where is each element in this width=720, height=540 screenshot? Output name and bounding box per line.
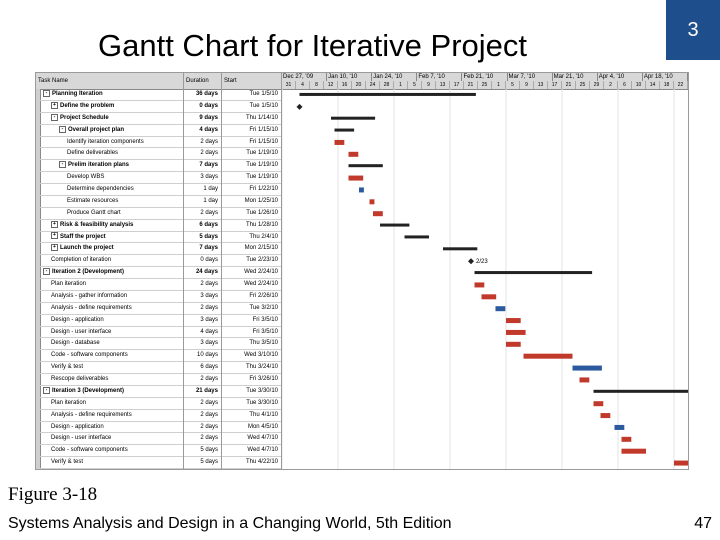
task-duration[interactable]: 3 days: [200, 340, 218, 347]
task-bar: [496, 306, 506, 311]
task-bar: [594, 401, 604, 406]
gantt-bars: [282, 89, 688, 469]
timescale-day: 16: [338, 81, 352, 89]
task-duration[interactable]: 2 days: [200, 376, 218, 382]
task-name-text: Verify & test: [51, 459, 84, 466]
task-grid: [36, 73, 282, 469]
task-row[interactable]: [36, 137, 282, 149]
task-bar: [506, 318, 521, 323]
task-row[interactable]: [36, 160, 282, 172]
task-name-text: Plan iteration: [51, 281, 87, 287]
milestone-marker: [468, 258, 474, 264]
task-duration[interactable]: 2 days: [200, 411, 218, 418]
task-row[interactable]: [36, 410, 282, 422]
timescale-day: 21: [562, 81, 576, 89]
column-divider: [221, 73, 222, 469]
timescale-day: 5: [506, 81, 520, 89]
task-name-text: Prelim iteration plans: [68, 162, 130, 169]
task-start[interactable]: Wed 3/10/10: [244, 352, 278, 359]
task-start[interactable]: Tue 1/19/10: [246, 150, 278, 157]
task-name-text: Rescope deliverables: [51, 376, 109, 382]
task-row[interactable]: [36, 148, 282, 160]
task-start[interactable]: Fri 1/15/10: [249, 138, 278, 145]
summary-bar: [443, 247, 477, 250]
task-duration[interactable]: 2 days: [200, 138, 218, 145]
task-bar: [335, 140, 345, 145]
task-duration[interactable]: 2 days: [200, 435, 218, 442]
task-start[interactable]: Thu 4/1/10: [249, 411, 278, 418]
task-start[interactable]: Tue 1/19/10: [246, 174, 278, 181]
task-start[interactable]: Wed 2/24/10: [244, 269, 278, 276]
milestone-marker: [297, 104, 303, 110]
task-name-text: Design - application: [51, 316, 104, 323]
task-name-text: Launch the project: [60, 245, 114, 252]
task-bar: [370, 199, 375, 204]
task-duration[interactable]: 7 days: [199, 245, 218, 252]
task-start[interactable]: Fri 1/22/10: [249, 186, 278, 192]
task-name[interactable]: [41, 422, 193, 432]
task-name[interactable]: [41, 113, 193, 123]
task-bar: [580, 377, 590, 382]
task-name-text: Staff the project: [60, 233, 106, 240]
timescale-day: 18: [660, 81, 674, 89]
task-duration[interactable]: 3 days: [200, 174, 218, 181]
task-duration[interactable]: 21 days: [195, 387, 218, 394]
timescale-day: 14: [646, 81, 660, 89]
task-bar: [482, 294, 497, 299]
task-duration[interactable]: 5 days: [200, 447, 218, 454]
task-row[interactable]: [36, 374, 282, 386]
collapse-icon[interactable]: -: [43, 90, 50, 97]
task-name-text: Define the problem: [60, 102, 115, 109]
timescale-day: 13: [436, 81, 450, 89]
task-duration[interactable]: 4 days: [200, 328, 218, 335]
task-row[interactable]: [36, 433, 282, 445]
task-row[interactable]: [36, 267, 282, 279]
expand-icon[interactable]: +: [51, 221, 58, 228]
task-start[interactable]: Thu 1/14/10: [245, 114, 278, 121]
timescale-day: 8: [310, 81, 324, 89]
task-row[interactable]: [36, 422, 282, 434]
timescale-week: Apr 18, '10: [643, 73, 688, 81]
task-row[interactable]: [36, 184, 282, 196]
task-name-text: Design - database: [51, 340, 100, 347]
task-bar: [622, 437, 632, 442]
task-name-text: Define deliverables: [67, 150, 119, 157]
task-name-text: Iteration 2 (Development): [52, 269, 125, 276]
task-bar: [506, 330, 526, 335]
task-row[interactable]: [36, 327, 282, 339]
timescale-day: 2: [604, 81, 618, 89]
task-name-text: Planning Iteration: [52, 91, 103, 97]
timescale-week: Mar 7, '10: [508, 73, 553, 81]
task-name[interactable]: [41, 232, 193, 242]
task-row[interactable]: [36, 362, 282, 374]
task-row[interactable]: [36, 255, 282, 267]
task-duration[interactable]: 0 days: [199, 102, 218, 109]
task-duration[interactable]: 3 days: [200, 316, 218, 323]
task-name-text: Code - software components: [51, 352, 128, 359]
task-duration[interactable]: 0 days: [200, 257, 218, 264]
task-name[interactable]: [41, 350, 193, 360]
task-start[interactable]: Fri 2/26/10: [249, 292, 278, 299]
task-row[interactable]: [36, 125, 282, 137]
task-name-text: Design - user interface: [51, 328, 112, 335]
slide-title: Gantt Chart for Iterative Project: [98, 28, 528, 63]
task-start[interactable]: Tue 3/2/10: [249, 304, 278, 311]
task-row[interactable]: [36, 291, 282, 303]
timescale-day: 21: [464, 81, 478, 89]
task-name-text: Completion of iteration: [51, 257, 112, 264]
summary-bar: [300, 93, 476, 96]
timescale-day: 25: [478, 81, 492, 89]
task-row[interactable]: [36, 338, 282, 350]
collapse-icon[interactable]: -: [59, 126, 66, 133]
timescale-week: Dec 27, '09: [282, 73, 327, 81]
task-duration[interactable]: 24 days: [195, 269, 218, 276]
task-duration[interactable]: 36 days: [195, 91, 218, 97]
timescale-day: 1: [492, 81, 506, 89]
timescale-day: 20: [352, 81, 366, 89]
task-name-text: Code - software components: [51, 447, 128, 454]
task-bar: [674, 461, 688, 466]
collapse-icon[interactable]: -: [59, 161, 66, 168]
task-row[interactable]: [36, 196, 282, 208]
task-duration[interactable]: 2 days: [200, 399, 218, 406]
task-duration[interactable]: 1 day: [203, 197, 218, 204]
task-bar: [622, 449, 647, 454]
task-name[interactable]: [41, 433, 193, 443]
timescale-week: Apr 4, '10: [598, 73, 643, 81]
task-duration[interactable]: 1 day: [203, 186, 218, 192]
task-bar: [475, 282, 485, 287]
column-divider: [183, 73, 184, 469]
expand-icon[interactable]: +: [51, 232, 58, 239]
gantt-chart-view: [35, 72, 689, 470]
task-start[interactable]: Thu 2/4/10: [249, 233, 278, 240]
task-row[interactable]: [36, 445, 282, 457]
task-start[interactable]: Mon 4/5/10: [247, 423, 278, 430]
task-start[interactable]: Mon 1/25/10: [244, 197, 278, 204]
task-start[interactable]: Thu 3/5/10: [249, 340, 278, 347]
milestone-label: 2/23: [476, 259, 488, 266]
task-row[interactable]: [36, 172, 282, 184]
task-bar: [349, 176, 364, 181]
timescale-day: 1: [394, 81, 408, 89]
task-start[interactable]: Tue 2/23/10: [246, 257, 278, 264]
grid-header: [36, 73, 282, 90]
task-name[interactable]: [41, 243, 193, 253]
task-name[interactable]: [41, 89, 185, 99]
task-bar: [373, 211, 383, 216]
task-duration[interactable]: 3 days: [200, 292, 218, 299]
task-start[interactable]: Tue 3/30/10: [246, 387, 278, 394]
task-duration[interactable]: 9 days: [199, 114, 218, 121]
collapse-icon[interactable]: -: [51, 114, 58, 121]
task-name-text: Determine dependencies: [67, 186, 134, 192]
task-name[interactable]: [41, 315, 193, 325]
task-duration[interactable]: 7 days: [199, 162, 218, 169]
task-name[interactable]: [41, 327, 193, 337]
task-name[interactable]: [41, 160, 201, 170]
task-duration[interactable]: 6 days: [199, 221, 218, 228]
task-start[interactable]: Tue 1/5/10: [249, 91, 278, 97]
header-start[interactable]: Start: [222, 73, 282, 89]
expand-icon[interactable]: +: [51, 244, 58, 251]
task-duration[interactable]: 2 days: [200, 304, 218, 311]
task-bar: [601, 413, 611, 418]
header-task-name[interactable]: Task Name: [36, 73, 184, 89]
task-name[interactable]: [41, 101, 193, 111]
task-row[interactable]: [36, 398, 282, 410]
timescale-day: 31: [282, 81, 296, 89]
timescale-week: Feb 21, '10: [462, 73, 507, 81]
timescale-week: Mar 21, '10: [553, 73, 598, 81]
task-row[interactable]: [36, 386, 282, 398]
task-duration[interactable]: 5 days: [199, 233, 218, 240]
task-name[interactable]: [41, 445, 193, 455]
task-name-text: Risk & feasibility analysis: [60, 221, 134, 228]
slide-number-box: 3: [666, 0, 720, 60]
task-name-text: Develop WBS: [67, 174, 105, 181]
task-name-text: Plan iteration: [51, 399, 87, 406]
task-name[interactable]: [41, 338, 193, 348]
task-row[interactable]: [36, 315, 282, 327]
task-name-text: Identify iteration components: [67, 138, 144, 145]
summary-bar: [335, 129, 355, 132]
task-name[interactable]: [41, 386, 185, 396]
task-start[interactable]: Fri 3/26/10: [249, 376, 278, 382]
footer-text: Systems Analysis and Design in a Changing World, 5th Edition: [8, 515, 452, 532]
task-row[interactable]: [36, 101, 282, 113]
task-row[interactable]: [36, 113, 282, 125]
task-start[interactable]: Thu 4/22/10: [245, 459, 278, 466]
task-row[interactable]: [36, 243, 282, 255]
timescale-day: 17: [548, 81, 562, 89]
task-name[interactable]: [41, 457, 193, 467]
task-duration[interactable]: 6 days: [200, 364, 218, 371]
timescale-week: Jan 10, '10: [327, 73, 372, 81]
task-bar: [615, 425, 625, 430]
timescale-day: 29: [590, 81, 604, 89]
task-name[interactable]: [41, 398, 193, 408]
timescale-day: 10: [632, 81, 646, 89]
task-start[interactable]: Tue 3/30/10: [246, 399, 278, 406]
task-row[interactable]: [36, 232, 282, 244]
task-bar: [524, 354, 573, 359]
summary-bar: [331, 117, 375, 120]
task-start[interactable]: Fri 1/15/10: [249, 126, 278, 133]
task-name[interactable]: [41, 410, 193, 420]
task-start[interactable]: Wed 4/7/10: [247, 435, 278, 442]
task-bar: [506, 342, 521, 347]
task-start[interactable]: Fri 3/5/10: [252, 328, 278, 335]
summary-bar: [380, 224, 409, 227]
task-start[interactable]: Thu 1/28/10: [245, 221, 278, 228]
task-start[interactable]: Fri 3/5/10: [252, 316, 278, 323]
task-duration[interactable]: 2 days: [200, 281, 218, 287]
task-name-text: Analysis - gather information: [51, 292, 128, 299]
task-start[interactable]: Mon 2/15/10: [244, 245, 278, 252]
summary-bar: [405, 235, 430, 238]
task-name-text: Overall project plan: [68, 126, 125, 133]
task-start[interactable]: Tue 1/5/10: [249, 102, 278, 109]
timescale-day: 17: [450, 81, 464, 89]
task-duration[interactable]: 2 days: [200, 150, 218, 157]
summary-bar: [349, 164, 383, 167]
timescale-day: 9: [422, 81, 436, 89]
timescale-day: 25: [576, 81, 590, 89]
timescale-day: 9: [520, 81, 534, 89]
task-bar: [573, 366, 602, 371]
task-name-text: Iteration 3 (Development): [52, 387, 125, 394]
collapse-icon[interactable]: -: [43, 268, 50, 275]
summary-bar: [594, 390, 689, 393]
timescale-day: 6: [618, 81, 632, 89]
task-bar: [359, 187, 364, 192]
task-duration[interactable]: 4 days: [199, 126, 218, 133]
task-name[interactable]: [41, 362, 193, 372]
timescale-day: 13: [534, 81, 548, 89]
task-start[interactable]: Tue 1/26/10: [246, 209, 278, 216]
task-name[interactable]: [41, 303, 193, 313]
task-start[interactable]: Wed 2/24/10: [244, 281, 278, 287]
task-name[interactable]: [41, 279, 193, 289]
timescale-day: 5: [408, 81, 422, 89]
timescale-day: 4: [296, 81, 310, 89]
task-name-text: Analysis - define requirements: [51, 411, 132, 418]
task-name[interactable]: [41, 374, 193, 384]
task-row[interactable]: [36, 208, 282, 220]
task-name[interactable]: [41, 125, 201, 135]
task-name[interactable]: [41, 220, 193, 230]
task-row[interactable]: [36, 89, 282, 101]
timescale-day: 28: [380, 81, 394, 89]
task-name-text: Estimate resources: [67, 197, 119, 204]
task-start[interactable]: Wed 4/7/10: [247, 447, 278, 454]
page-number: 47: [694, 515, 712, 532]
task-name[interactable]: [41, 267, 185, 277]
task-name-text: Design - application: [51, 423, 104, 430]
task-duration[interactable]: 2 days: [200, 209, 218, 216]
task-duration[interactable]: 2 days: [200, 423, 218, 430]
task-duration[interactable]: 10 days: [196, 352, 218, 359]
task-row[interactable]: [36, 350, 282, 362]
timescale-week: Jan 24, '10: [372, 73, 417, 81]
timescale-day: 12: [324, 81, 338, 89]
task-name-text: Analysis - define requirements: [51, 304, 132, 311]
timescale-day: 24: [366, 81, 380, 89]
task-row[interactable]: [36, 457, 282, 469]
task-name-text: Project Schedule: [60, 114, 109, 121]
task-name-text: Produce Gantt chart: [67, 209, 121, 216]
expand-icon[interactable]: +: [51, 102, 58, 109]
task-bar: [349, 152, 359, 157]
figure-label: Figure 3-18: [8, 484, 98, 505]
task-name-text: Verify & test: [51, 364, 84, 371]
task-name[interactable]: [41, 255, 193, 265]
task-name[interactable]: [41, 291, 193, 301]
task-name-text: Design - user interface: [51, 435, 112, 442]
task-row[interactable]: [36, 220, 282, 232]
task-row[interactable]: [36, 303, 282, 315]
task-start[interactable]: Thu 3/24/10: [245, 364, 278, 371]
summary-bar: [475, 271, 593, 274]
timescale: [282, 73, 688, 90]
header-duration[interactable]: Duration: [184, 73, 222, 89]
timescale-day: 22: [674, 81, 688, 89]
task-row[interactable]: [36, 279, 282, 291]
task-duration[interactable]: 5 days: [200, 459, 218, 466]
timescale-week: Feb 7, '10: [417, 73, 462, 81]
collapse-icon[interactable]: -: [43, 387, 50, 394]
task-start[interactable]: Tue 1/19/10: [246, 162, 278, 169]
